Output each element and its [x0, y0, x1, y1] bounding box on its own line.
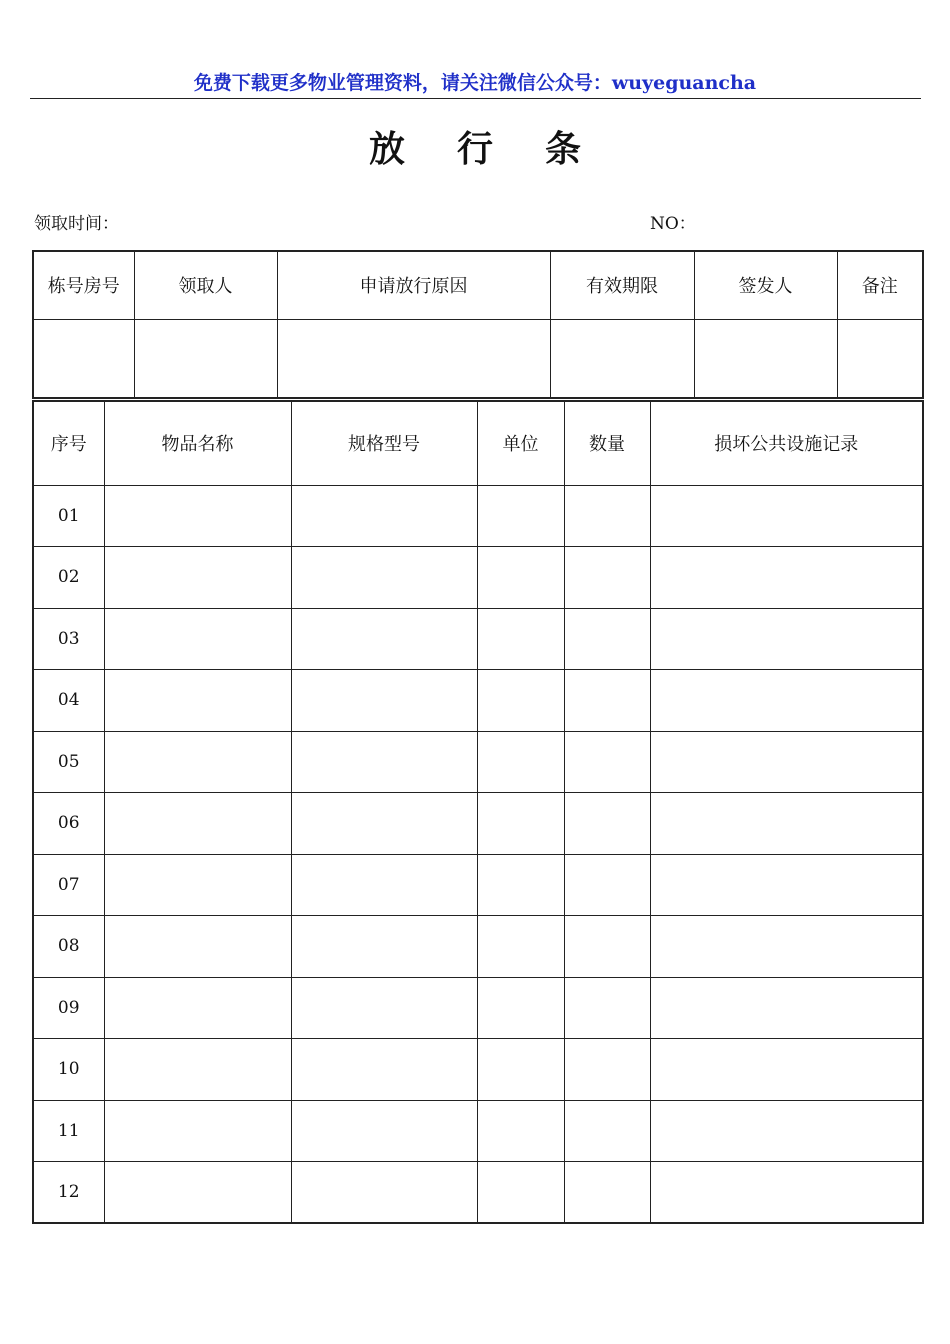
damage-record-cell[interactable]	[650, 1100, 923, 1162]
item-name-cell[interactable]	[104, 793, 291, 855]
quantity-cell[interactable]	[564, 1039, 650, 1101]
row-number: 12	[33, 1162, 104, 1224]
item-name-cell[interactable]	[104, 608, 291, 670]
spec-model-cell[interactable]	[291, 1162, 477, 1224]
col-remarks: 备注	[837, 251, 923, 319]
receive-time-label: 领取时间：	[34, 214, 119, 234]
unit-cell[interactable]	[477, 854, 564, 916]
spec-model-cell[interactable]	[291, 916, 477, 978]
table-row	[33, 854, 923, 916]
items-table-header-row	[33, 401, 923, 485]
unit-cell[interactable]	[477, 485, 564, 547]
col-spec-model: 规格型号	[291, 401, 477, 485]
damage-record-cell[interactable]	[650, 547, 923, 609]
promo-banner: 免费下载更多物业管理资料，请关注微信公众号：wuyeguancha	[193, 72, 757, 94]
col-issuer: 签发人	[694, 251, 837, 319]
release-reason-cell[interactable]	[277, 319, 550, 398]
page-title: 放行条	[368, 129, 633, 170]
quantity-cell[interactable]	[564, 1162, 650, 1224]
quantity-cell[interactable]	[564, 608, 650, 670]
header-table	[32, 250, 924, 399]
row-number: 06	[33, 793, 104, 855]
damage-record-cell[interactable]	[650, 731, 923, 793]
remarks-cell[interactable]	[837, 319, 923, 398]
spec-model-cell[interactable]	[291, 1100, 477, 1162]
unit-cell[interactable]	[477, 547, 564, 609]
quantity-cell[interactable]	[564, 485, 650, 547]
valid-period-cell[interactable]	[550, 319, 694, 398]
spec-model-cell[interactable]	[291, 608, 477, 670]
quantity-cell[interactable]	[564, 916, 650, 978]
item-name-cell[interactable]	[104, 1039, 291, 1101]
spec-model-cell[interactable]	[291, 977, 477, 1039]
items-table-body	[33, 485, 923, 1223]
no-label: NO：	[650, 214, 696, 234]
table-row	[33, 1100, 923, 1162]
damage-record-cell[interactable]	[650, 608, 923, 670]
row-number: 11	[33, 1100, 104, 1162]
table-row	[33, 916, 923, 978]
unit-cell[interactable]	[477, 793, 564, 855]
issuer-cell[interactable]	[694, 319, 837, 398]
col-serial: 序号	[33, 401, 104, 485]
building-room-cell[interactable]	[33, 319, 134, 398]
item-name-cell[interactable]	[104, 1100, 291, 1162]
spec-model-cell[interactable]	[291, 793, 477, 855]
row-number: 03	[33, 608, 104, 670]
item-name-cell[interactable]	[104, 485, 291, 547]
col-quantity: 数量	[564, 401, 650, 485]
header-table-entry-row	[33, 319, 923, 398]
unit-cell[interactable]	[477, 1162, 564, 1224]
table-row	[33, 793, 923, 855]
header-table-header-row	[33, 251, 923, 319]
row-number: 09	[33, 977, 104, 1039]
row-number: 08	[33, 916, 104, 978]
col-release-reason: 申请放行原因	[277, 251, 550, 319]
unit-cell[interactable]	[477, 731, 564, 793]
damage-record-cell[interactable]	[650, 485, 923, 547]
row-number: 10	[33, 1039, 104, 1101]
col-item-name: 物品名称	[104, 401, 291, 485]
quantity-cell[interactable]	[564, 731, 650, 793]
unit-cell[interactable]	[477, 1100, 564, 1162]
col-unit: 单位	[477, 401, 564, 485]
item-name-cell[interactable]	[104, 977, 291, 1039]
damage-record-cell[interactable]	[650, 977, 923, 1039]
row-number: 02	[33, 547, 104, 609]
table-row	[33, 1162, 923, 1224]
unit-cell[interactable]	[477, 977, 564, 1039]
damage-record-cell[interactable]	[650, 793, 923, 855]
quantity-cell[interactable]	[564, 854, 650, 916]
receiver-cell[interactable]	[134, 319, 277, 398]
unit-cell[interactable]	[477, 608, 564, 670]
spec-model-cell[interactable]	[291, 485, 477, 547]
col-valid-period: 有效期限	[550, 251, 694, 319]
col-receiver: 领取人	[134, 251, 277, 319]
item-name-cell[interactable]	[104, 854, 291, 916]
item-name-cell[interactable]	[104, 1162, 291, 1224]
item-name-cell[interactable]	[104, 916, 291, 978]
quantity-cell[interactable]	[564, 793, 650, 855]
spec-model-cell[interactable]	[291, 854, 477, 916]
spec-model-cell[interactable]	[291, 731, 477, 793]
quantity-cell[interactable]	[564, 977, 650, 1039]
quantity-cell[interactable]	[564, 1100, 650, 1162]
unit-cell[interactable]	[477, 1039, 564, 1101]
banner-divider	[30, 98, 921, 99]
item-name-cell[interactable]	[104, 731, 291, 793]
row-number: 07	[33, 854, 104, 916]
table-row	[33, 977, 923, 1039]
item-name-cell[interactable]	[104, 547, 291, 609]
quantity-cell[interactable]	[564, 670, 650, 732]
col-building-room: 栋号房号	[33, 251, 134, 319]
table-row	[33, 731, 923, 793]
quantity-cell[interactable]	[564, 547, 650, 609]
unit-cell[interactable]	[477, 916, 564, 978]
items-table	[32, 400, 924, 1224]
table-row	[33, 670, 923, 732]
row-number: 01	[33, 485, 104, 547]
item-name-cell[interactable]	[104, 670, 291, 732]
row-number: 04	[33, 670, 104, 732]
spec-model-cell[interactable]	[291, 547, 477, 609]
table-row	[33, 547, 923, 609]
table-row	[33, 1039, 923, 1101]
row-number: 05	[33, 731, 104, 793]
damage-record-cell[interactable]	[650, 670, 923, 732]
unit-cell[interactable]	[477, 670, 564, 732]
spec-model-cell[interactable]	[291, 670, 477, 732]
col-damage-record: 损坏公共设施记录	[650, 401, 923, 485]
damage-record-cell[interactable]	[650, 916, 923, 978]
damage-record-cell[interactable]	[650, 854, 923, 916]
spec-model-cell[interactable]	[291, 1039, 477, 1101]
table-row	[33, 485, 923, 547]
damage-record-cell[interactable]	[650, 1039, 923, 1101]
damage-record-cell[interactable]	[650, 1162, 923, 1224]
table-row	[33, 608, 923, 670]
